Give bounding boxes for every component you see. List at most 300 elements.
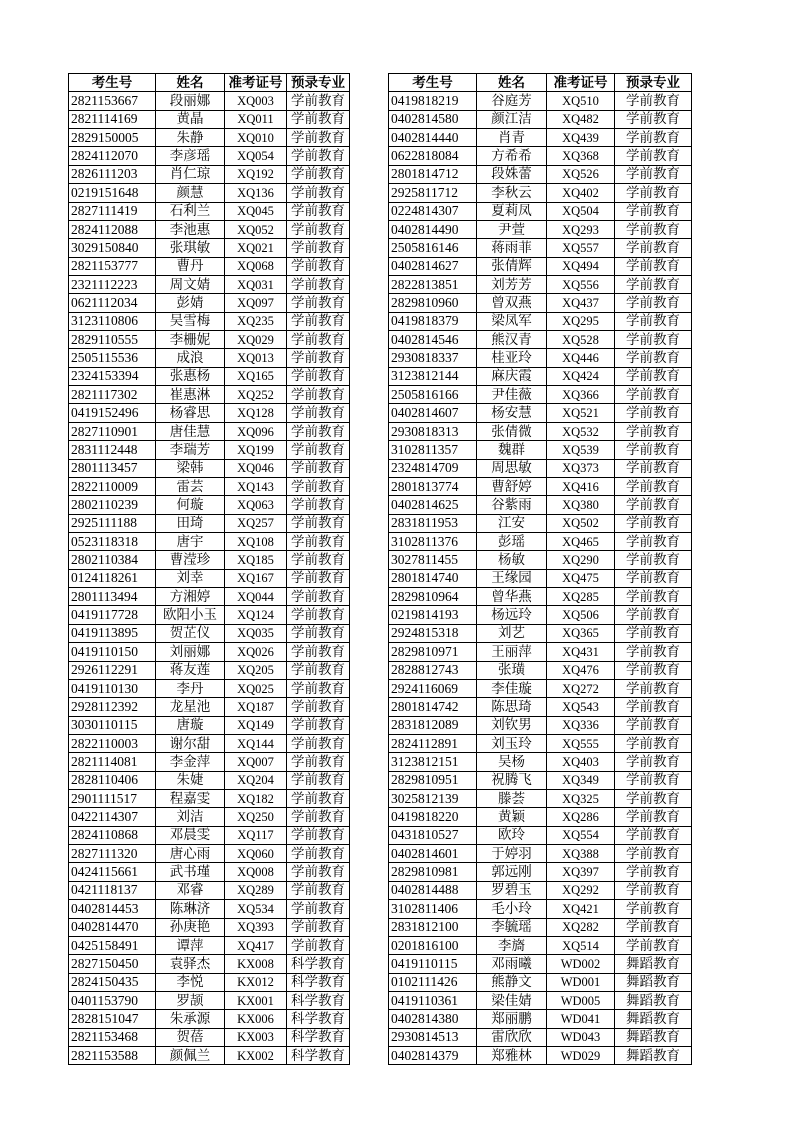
table-row — [69, 808, 350, 826]
cell-major: 学前教育 — [287, 275, 350, 293]
cell-ticket-no: XQ165 — [225, 367, 287, 385]
table-row — [389, 110, 692, 128]
cell-ticket-no: XQ475 — [547, 569, 615, 587]
cell-major: 学前教育 — [287, 716, 350, 734]
table-row — [389, 496, 692, 514]
cell-ticket-no: XQ373 — [547, 459, 615, 477]
cell-major: 学前教育 — [615, 477, 692, 495]
cell-ticket-no: XQ555 — [547, 734, 615, 752]
cell-exam-id: 0419110150 — [69, 643, 156, 661]
cell-name: 石利兰 — [156, 202, 225, 220]
table-row — [69, 275, 350, 293]
cell-name: 尹佳薇 — [477, 386, 547, 404]
table-row — [69, 973, 350, 991]
table-row — [389, 331, 692, 349]
cell-ticket-no: XQ021 — [225, 239, 287, 257]
cell-major: 学前教育 — [287, 257, 350, 275]
table-row — [69, 588, 350, 606]
cell-exam-id: 3025812139 — [389, 790, 477, 808]
cell-ticket-no: XQ052 — [225, 220, 287, 238]
cell-name: 于婷羽 — [477, 845, 547, 863]
cell-exam-id: 2802110239 — [69, 496, 156, 514]
cell-major: 学前教育 — [615, 698, 692, 716]
cell-major: 学前教育 — [615, 110, 692, 128]
cell-major: 学前教育 — [287, 165, 350, 183]
table-row — [389, 129, 692, 147]
table-row — [69, 367, 350, 385]
cell-major: 学前教育 — [615, 514, 692, 532]
cell-major: 学前教育 — [615, 459, 692, 477]
cell-exam-id: 2829810981 — [389, 863, 477, 881]
table-row — [69, 790, 350, 808]
cell-ticket-no: XQ185 — [225, 551, 287, 569]
table-row — [389, 643, 692, 661]
cell-major: 学前教育 — [615, 129, 692, 147]
cell-major: 学前教育 — [287, 936, 350, 954]
cell-ticket-no: XQ295 — [547, 312, 615, 330]
table-row — [389, 808, 692, 826]
cell-name: 李金萍 — [156, 753, 225, 771]
cell-exam-id: 0401153790 — [69, 991, 156, 1009]
table-row — [69, 422, 350, 440]
table-row — [69, 532, 350, 550]
table-row — [389, 386, 692, 404]
cell-ticket-no: XQ097 — [225, 294, 287, 312]
cell-exam-id: 2802110384 — [69, 551, 156, 569]
cell-name: 程嘉雯 — [156, 790, 225, 808]
cell-exam-id: 2505115536 — [69, 349, 156, 367]
table-row — [389, 991, 692, 1009]
cell-ticket-no: XQ403 — [547, 753, 615, 771]
cell-ticket-no: XQ366 — [547, 386, 615, 404]
cell-exam-id: 0421118137 — [69, 881, 156, 899]
cell-name: 刘洁 — [156, 808, 225, 826]
table-row — [389, 845, 692, 863]
cell-name: 肖青 — [477, 129, 547, 147]
cell-ticket-no: KX002 — [225, 1047, 287, 1065]
cell-name: 袁驿杰 — [156, 955, 225, 973]
cell-exam-id: 3030110115 — [69, 716, 156, 734]
cell-exam-id: 0201816100 — [389, 936, 477, 954]
cell-name: 刘丽娜 — [156, 643, 225, 661]
cell-name: 夏莉凤 — [477, 202, 547, 220]
table-row — [389, 771, 692, 789]
cell-exam-id: 2821153468 — [69, 1028, 156, 1046]
cell-name: 王缘园 — [477, 569, 547, 587]
cell-major: 学前教育 — [287, 92, 350, 110]
header-ticket-no: 准考证号 — [225, 74, 287, 92]
cell-exam-id: 3102811376 — [389, 532, 477, 550]
cell-name: 吴雪梅 — [156, 312, 225, 330]
table-row — [69, 753, 350, 771]
table-row — [389, 202, 692, 220]
cell-major: 学前教育 — [287, 459, 350, 477]
cell-major: 学前教育 — [287, 588, 350, 606]
header-ticket-no: 准考证号 — [547, 74, 615, 92]
cell-exam-id: 0402814580 — [389, 110, 477, 128]
table-row — [69, 441, 350, 459]
cell-major: 学前教育 — [615, 624, 692, 642]
cell-ticket-no: XQ506 — [547, 606, 615, 624]
table-row — [389, 441, 692, 459]
cell-exam-id: 0402814546 — [389, 331, 477, 349]
cell-ticket-no: XQ292 — [547, 881, 615, 899]
table-row — [389, 294, 692, 312]
cell-exam-id: 0425158491 — [69, 936, 156, 954]
table-row — [69, 569, 350, 587]
table-row — [389, 753, 692, 771]
cell-major: 舞蹈教育 — [615, 1028, 692, 1046]
table-row — [69, 110, 350, 128]
cell-exam-id: 2827111419 — [69, 202, 156, 220]
cell-exam-id: 0224814307 — [389, 202, 477, 220]
table-row — [69, 1028, 350, 1046]
cell-major: 舞蹈教育 — [615, 991, 692, 1009]
cell-major: 学前教育 — [287, 771, 350, 789]
cell-ticket-no: XQ349 — [547, 771, 615, 789]
cell-name: 成浪 — [156, 349, 225, 367]
cell-major: 学前教育 — [287, 129, 350, 147]
cell-exam-id: 2824112891 — [389, 734, 477, 752]
cell-major: 学前教育 — [287, 606, 350, 624]
table-row — [389, 863, 692, 881]
table-row — [69, 404, 350, 422]
cell-ticket-no: XQ008 — [225, 863, 287, 881]
table-row — [389, 422, 692, 440]
cell-name: 罗碧玉 — [477, 881, 547, 899]
cell-exam-id: 2801814742 — [389, 698, 477, 716]
cell-name: 麻庆霞 — [477, 367, 547, 385]
cell-ticket-no: XQ013 — [225, 349, 287, 367]
cell-ticket-no: XQ388 — [547, 845, 615, 863]
cell-name: 唐佳慧 — [156, 422, 225, 440]
table-row — [69, 129, 350, 147]
cell-major: 舞蹈教育 — [615, 1010, 692, 1028]
table-row — [389, 826, 692, 844]
table-row — [69, 477, 350, 495]
cell-ticket-no: XQ149 — [225, 716, 287, 734]
cell-ticket-no: XQ365 — [547, 624, 615, 642]
cell-ticket-no: XQ003 — [225, 92, 287, 110]
cell-major: 学前教育 — [287, 679, 350, 697]
table-row — [389, 532, 692, 550]
cell-ticket-no: XQ421 — [547, 900, 615, 918]
cell-ticket-no: XQ007 — [225, 753, 287, 771]
table-row — [69, 698, 350, 716]
cell-ticket-no: KX006 — [225, 1010, 287, 1028]
cell-major: 学前教育 — [615, 496, 692, 514]
cell-exam-id: 0402814379 — [389, 1047, 477, 1065]
cell-ticket-no: XQ514 — [547, 936, 615, 954]
cell-ticket-no: XQ289 — [225, 881, 287, 899]
cell-major: 学前教育 — [615, 606, 692, 624]
table-row — [389, 698, 692, 716]
cell-exam-id: 2930818313 — [389, 422, 477, 440]
cell-ticket-no: XQ534 — [225, 900, 287, 918]
cell-name: 武书瑾 — [156, 863, 225, 881]
cell-exam-id: 0219151648 — [69, 184, 156, 202]
cell-exam-id: 0419152496 — [69, 404, 156, 422]
cell-exam-id: 2801113457 — [69, 459, 156, 477]
cell-exam-id: 0402814627 — [389, 257, 477, 275]
cell-name: 杨远玲 — [477, 606, 547, 624]
cell-major: 学前教育 — [287, 532, 350, 550]
cell-major: 学前教育 — [615, 294, 692, 312]
cell-name: 李毓瑶 — [477, 918, 547, 936]
cell-major: 学前教育 — [287, 386, 350, 404]
cell-name: 张倩微 — [477, 422, 547, 440]
cell-exam-id: 2829810960 — [389, 294, 477, 312]
cell-ticket-no: XQ439 — [547, 129, 615, 147]
header-row — [389, 74, 692, 92]
table-row — [69, 955, 350, 973]
cell-name: 杨安慧 — [477, 404, 547, 422]
cell-major: 学前教育 — [615, 863, 692, 881]
cell-exam-id: 2928112392 — [69, 698, 156, 716]
cell-ticket-no: XQ096 — [225, 422, 287, 440]
cell-major: 学前教育 — [287, 643, 350, 661]
cell-major: 学前教育 — [615, 147, 692, 165]
cell-name: 李秋云 — [477, 184, 547, 202]
cell-ticket-no: XQ205 — [225, 661, 287, 679]
cell-exam-id: 2831812089 — [389, 716, 477, 734]
cell-ticket-no: XQ143 — [225, 477, 287, 495]
cell-exam-id: 2801113494 — [69, 588, 156, 606]
cell-exam-id: 2829110555 — [69, 331, 156, 349]
cell-exam-id: 2821114169 — [69, 110, 156, 128]
cell-name: 肖仁琼 — [156, 165, 225, 183]
cell-major: 学前教育 — [615, 790, 692, 808]
cell-exam-id: 2829150005 — [69, 129, 156, 147]
cell-ticket-no: XQ416 — [547, 477, 615, 495]
cell-ticket-no: XQ144 — [225, 734, 287, 752]
cell-exam-id: 2925111188 — [69, 514, 156, 532]
cell-name: 邓睿 — [156, 881, 225, 899]
cell-exam-id: 0402814490 — [389, 220, 477, 238]
cell-major: 科学教育 — [287, 991, 350, 1009]
cell-ticket-no: XQ063 — [225, 496, 287, 514]
cell-major: 舞蹈教育 — [615, 973, 692, 991]
table-row — [69, 900, 350, 918]
cell-exam-id: 2505816166 — [389, 386, 477, 404]
cell-name: 祝腾飞 — [477, 771, 547, 789]
cell-major: 学前教育 — [287, 881, 350, 899]
cell-exam-id: 3027811455 — [389, 551, 477, 569]
cell-major: 学前教育 — [287, 845, 350, 863]
table-row — [389, 349, 692, 367]
cell-exam-id: 0523118318 — [69, 532, 156, 550]
cell-major: 学前教育 — [287, 734, 350, 752]
cell-name: 熊汉青 — [477, 331, 547, 349]
table-row — [69, 459, 350, 477]
cell-major: 学前教育 — [287, 514, 350, 532]
cell-exam-id: 2801814712 — [389, 165, 477, 183]
cell-ticket-no: XQ117 — [225, 826, 287, 844]
cell-name: 周文婧 — [156, 275, 225, 293]
cell-ticket-no: XQ502 — [547, 514, 615, 532]
cell-exam-id: 2930814513 — [389, 1028, 477, 1046]
cell-ticket-no: XQ282 — [547, 918, 615, 936]
cell-ticket-no: XQ424 — [547, 367, 615, 385]
cell-name: 梁凤军 — [477, 312, 547, 330]
cell-ticket-no: XQ046 — [225, 459, 287, 477]
cell-name: 蒋雨菲 — [477, 239, 547, 257]
table-row — [389, 459, 692, 477]
cell-ticket-no: XQ539 — [547, 441, 615, 459]
table-row — [389, 147, 692, 165]
cell-name: 唐宇 — [156, 532, 225, 550]
cell-ticket-no: XQ325 — [547, 790, 615, 808]
cell-name: 段丽娜 — [156, 92, 225, 110]
cell-name: 方希希 — [477, 147, 547, 165]
cell-major: 学前教育 — [615, 331, 692, 349]
table-row — [69, 881, 350, 899]
cell-exam-id: 2901111517 — [69, 790, 156, 808]
table-row — [389, 275, 692, 293]
cell-major: 学前教育 — [615, 734, 692, 752]
table-row — [69, 734, 350, 752]
table-row — [389, 734, 692, 752]
cell-ticket-no: XQ011 — [225, 110, 287, 128]
cell-major: 学前教育 — [615, 900, 692, 918]
cell-ticket-no: XQ128 — [225, 404, 287, 422]
cell-exam-id: 2827111320 — [69, 845, 156, 863]
cell-ticket-no: XQ476 — [547, 661, 615, 679]
cell-name: 朱静 — [156, 129, 225, 147]
header-name: 姓名 — [156, 74, 225, 92]
table-row — [389, 790, 692, 808]
cell-exam-id: 0419110130 — [69, 679, 156, 697]
cell-name: 欧玲 — [477, 826, 547, 844]
cell-major: 学前教育 — [615, 220, 692, 238]
cell-exam-id: 2829810964 — [389, 588, 477, 606]
cell-name: 朱承源 — [156, 1010, 225, 1028]
cell-name: 雷芸 — [156, 477, 225, 495]
table-row — [389, 92, 692, 110]
cell-exam-id: 0402814470 — [69, 918, 156, 936]
cell-name: 颜佩兰 — [156, 1047, 225, 1065]
table-row — [69, 202, 350, 220]
cell-ticket-no: XQ167 — [225, 569, 287, 587]
cell-ticket-no: XQ029 — [225, 331, 287, 349]
table-row — [389, 588, 692, 606]
cell-name: 龙星池 — [156, 698, 225, 716]
cell-name: 杨睿思 — [156, 404, 225, 422]
cell-exam-id: 2828151047 — [69, 1010, 156, 1028]
cell-exam-id: 2828812743 — [389, 661, 477, 679]
cell-major: 学前教育 — [287, 110, 350, 128]
cell-major: 学前教育 — [287, 147, 350, 165]
cell-exam-id: 0402814625 — [389, 496, 477, 514]
cell-ticket-no: XQ025 — [225, 679, 287, 697]
table-row — [389, 973, 692, 991]
cell-name: 贺蓓 — [156, 1028, 225, 1046]
cell-ticket-no: XQ252 — [225, 386, 287, 404]
cell-major: 学前教育 — [287, 551, 350, 569]
cell-name: 李悦 — [156, 973, 225, 991]
cell-ticket-no: XQ199 — [225, 441, 287, 459]
cell-name: 张璜 — [477, 661, 547, 679]
cell-exam-id: 2829810971 — [389, 643, 477, 661]
table-row — [69, 147, 350, 165]
cell-name: 曹舒婷 — [477, 477, 547, 495]
table-row — [389, 716, 692, 734]
cell-name: 王丽萍 — [477, 643, 547, 661]
cell-exam-id: 0402814607 — [389, 404, 477, 422]
cell-ticket-no: XQ465 — [547, 532, 615, 550]
cell-exam-id: 2930818337 — [389, 349, 477, 367]
cell-name: 谷庭芳 — [477, 92, 547, 110]
header-exam-id: 考生号 — [69, 74, 156, 92]
cell-exam-id: 2824112088 — [69, 220, 156, 238]
cell-major: 学前教育 — [287, 826, 350, 844]
cell-major: 学前教育 — [287, 496, 350, 514]
cell-major: 学前教育 — [615, 532, 692, 550]
cell-ticket-no: WD041 — [547, 1010, 615, 1028]
table-row — [69, 1047, 350, 1065]
cell-exam-id: 0419113895 — [69, 624, 156, 642]
cell-exam-id: 2925811712 — [389, 184, 477, 202]
table-row — [69, 679, 350, 697]
cell-ticket-no: XQ402 — [547, 184, 615, 202]
cell-name: 李池惠 — [156, 220, 225, 238]
cell-major: 学前教育 — [615, 881, 692, 899]
cell-exam-id: 0402814601 — [389, 845, 477, 863]
cell-name: 崔惠淋 — [156, 386, 225, 404]
cell-name: 何璇 — [156, 496, 225, 514]
cell-ticket-no: XQ044 — [225, 588, 287, 606]
cell-major: 学前教育 — [287, 367, 350, 385]
cell-name: 刘幸 — [156, 569, 225, 587]
cell-exam-id: 3123812144 — [389, 367, 477, 385]
cell-name: 毛小玲 — [477, 900, 547, 918]
cell-ticket-no: XQ543 — [547, 698, 615, 716]
cell-major: 学前教育 — [615, 771, 692, 789]
table-row — [69, 165, 350, 183]
cell-ticket-no: XQ010 — [225, 129, 287, 147]
cell-ticket-no: XQ272 — [547, 679, 615, 697]
cell-ticket-no: XQ286 — [547, 808, 615, 826]
cell-ticket-no: XQ257 — [225, 514, 287, 532]
cell-ticket-no: XQ182 — [225, 790, 287, 808]
table-row — [69, 184, 350, 202]
cell-major: 学前教育 — [615, 257, 692, 275]
cell-name: 郑丽鹏 — [477, 1010, 547, 1028]
cell-major: 舞蹈教育 — [615, 955, 692, 973]
cell-exam-id: 0219814193 — [389, 606, 477, 624]
table-row — [69, 220, 350, 238]
table-row — [69, 331, 350, 349]
table-row — [389, 1010, 692, 1028]
cell-major: 学前教育 — [287, 624, 350, 642]
cell-ticket-no: XQ285 — [547, 588, 615, 606]
cell-major: 学前教育 — [287, 661, 350, 679]
cell-exam-id: 3102811406 — [389, 900, 477, 918]
cell-ticket-no: XQ417 — [225, 936, 287, 954]
table-row — [69, 606, 350, 624]
cell-ticket-no: XQ235 — [225, 312, 287, 330]
table-row — [69, 551, 350, 569]
cell-name: 江安 — [477, 514, 547, 532]
cell-major: 学前教育 — [615, 569, 692, 587]
table-row — [69, 661, 350, 679]
cell-exam-id: 0622818084 — [389, 147, 477, 165]
cell-exam-id: 2821117302 — [69, 386, 156, 404]
cell-major: 学前教育 — [615, 918, 692, 936]
cell-ticket-no: XQ504 — [547, 202, 615, 220]
cell-exam-id: 3029150840 — [69, 239, 156, 257]
cell-ticket-no: XQ528 — [547, 331, 615, 349]
